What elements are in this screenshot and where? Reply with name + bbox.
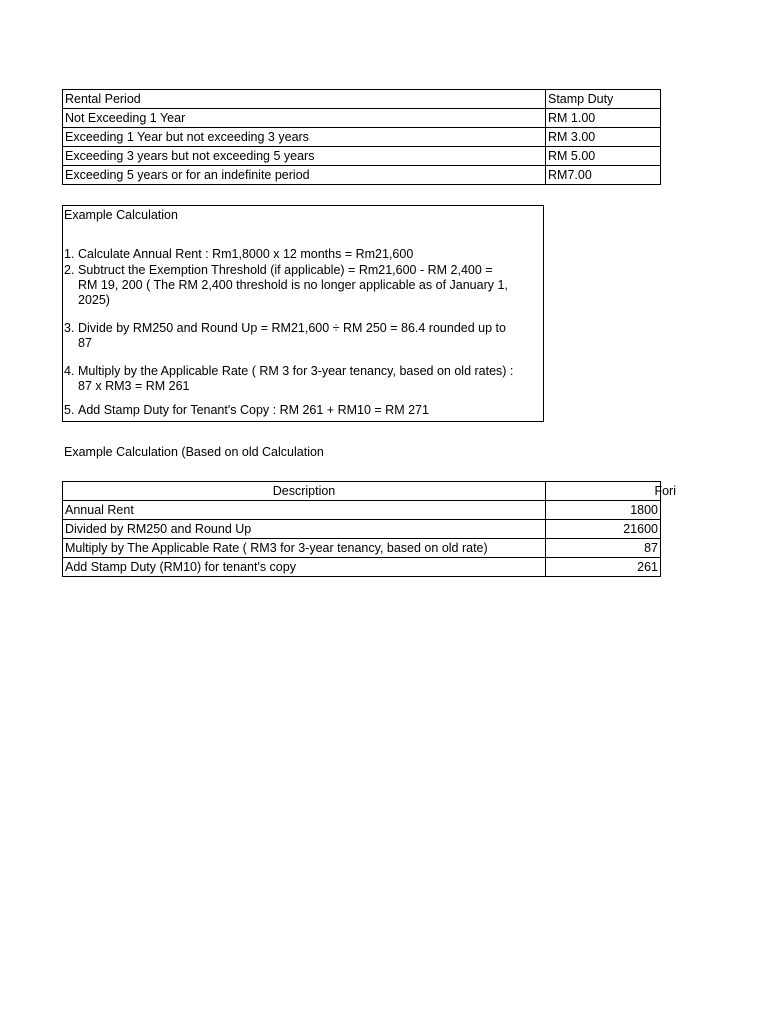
- description-cell[interactable]: Add Stamp Duty (RM10) for tenant's copy: [63, 558, 546, 577]
- rental-period-cell[interactable]: Exceeding 5 years or for an indefinite period: [63, 166, 546, 185]
- table-row: [63, 539, 661, 558]
- step-text: Multiply by the Applicable Rate ( RM 3 for 3-year tenancy, based on old rates) : 87 x RM3 = RM 261: [78, 364, 514, 393]
- step-text: Calculate Annual Rent : Rm1,8000 x 12 months = Rm21,600: [78, 247, 414, 261]
- calc-step-3: [64, 321, 514, 351]
- old-calculation-heading[interactable]: Example Calculation (Based on old Calculation: [64, 445, 324, 459]
- example-calculation-box[interactable]: [62, 205, 544, 422]
- step-number: 5.: [64, 403, 75, 417]
- description-cell[interactable]: Multiply by The Applicable Rate ( RM3 for 3-year tenancy, based on old rate): [63, 539, 546, 558]
- step-text: Subtruct the Exemption Threshold (if applicable) = Rm21,600 - RM 2,400 = RM 19, 200 ( The RM 2,400 threshold is no longer applicable as of January 1, 2025): [78, 263, 508, 307]
- header-formula-text: Fori: [654, 484, 676, 498]
- header-stamp-duty[interactable]: Stamp Duty: [546, 90, 661, 109]
- header-description[interactable]: Description: [63, 482, 546, 501]
- table-header-row: [63, 90, 661, 109]
- example-title: Example Calculation: [64, 208, 178, 222]
- table-row: [63, 558, 661, 577]
- header-rental-period[interactable]: Rental Period: [63, 90, 546, 109]
- calc-step-5: [64, 403, 514, 418]
- step-text: Add Stamp Duty for Tenant's Copy : RM 261 + RM10 = RM 271: [78, 403, 429, 417]
- rental-period-cell[interactable]: Exceeding 1 Year but not exceeding 3 years: [63, 128, 546, 147]
- rental-period-cell[interactable]: Exceeding 3 years but not exceeding 5 years: [63, 147, 546, 166]
- header-formula[interactable]: [546, 482, 676, 501]
- stamp-duty-cell[interactable]: RM7.00: [546, 166, 661, 185]
- step-text: Divide by RM250 and Round Up = RM21,600 ÷ RM 250 = 86.4 rounded up to 87: [78, 321, 506, 350]
- calc-step-4: [64, 364, 514, 394]
- table-row: [63, 501, 661, 520]
- rental-period-cell[interactable]: Not Exceeding 1 Year: [63, 109, 546, 128]
- step-number: 2.: [64, 263, 75, 277]
- table-row: [63, 128, 661, 147]
- value-cell[interactable]: 21600: [546, 520, 661, 539]
- stamp-duty-cell[interactable]: RM 5.00: [546, 147, 661, 166]
- table-row: [63, 520, 661, 539]
- table-row: [63, 147, 661, 166]
- calc-step-1: [64, 247, 514, 262]
- table-row: [63, 166, 661, 185]
- value-cell[interactable]: 261: [546, 558, 661, 577]
- stamp-duty-cell[interactable]: RM 1.00: [546, 109, 661, 128]
- description-cell[interactable]: Divided by RM250 and Round Up: [63, 520, 546, 539]
- step-number: 4.: [64, 364, 75, 378]
- stamp-duty-rates-table: [62, 89, 661, 185]
- old-calculation-table: [62, 481, 676, 577]
- table-row: [63, 109, 661, 128]
- step-number: 1.: [64, 247, 75, 261]
- value-cell[interactable]: 87: [546, 539, 661, 558]
- stamp-duty-cell[interactable]: RM 3.00: [546, 128, 661, 147]
- step-number: 3.: [64, 321, 75, 335]
- table-header-row: [63, 482, 661, 501]
- calc-step-2: [64, 263, 514, 308]
- description-cell[interactable]: Annual Rent: [63, 501, 546, 520]
- value-cell[interactable]: 1800: [546, 501, 661, 520]
